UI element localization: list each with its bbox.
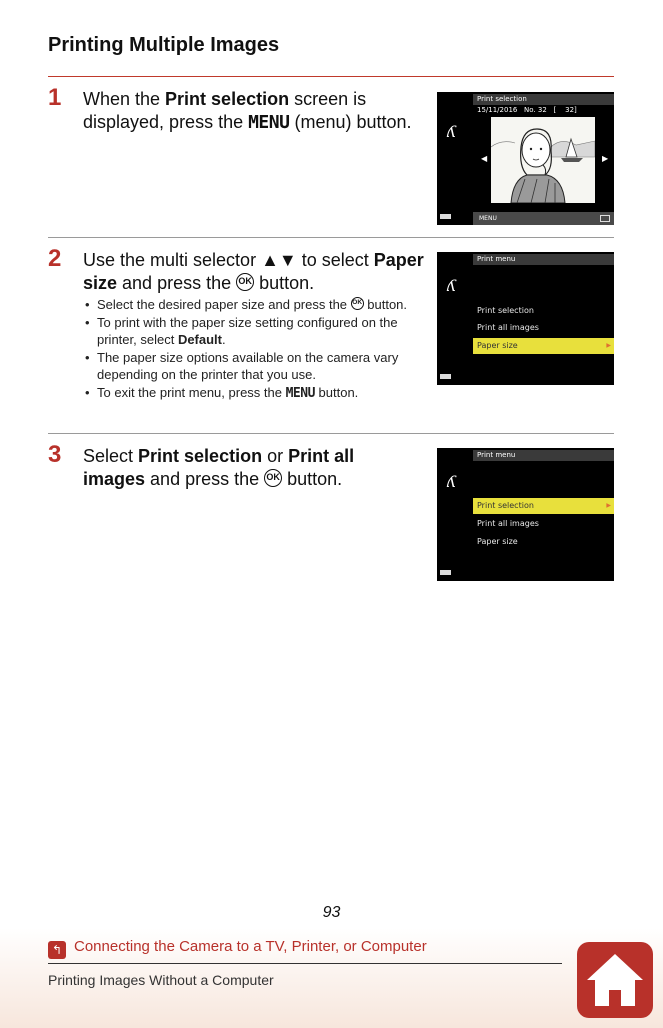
left-arrow-icon: ◀ (481, 154, 488, 163)
screen-header: Print selection (473, 94, 614, 105)
step-2-t3: and press the (117, 273, 237, 293)
menu-button-icon: MENU (285, 386, 315, 401)
bullet-4-t1: To exit the print menu, press the (97, 385, 286, 400)
step-rule-2 (48, 433, 614, 434)
screen-header: Print menu (473, 254, 614, 265)
battery-icon (440, 374, 451, 379)
menu-item-paper-size (473, 338, 614, 354)
battery-icon (440, 570, 451, 575)
step-1-text (83, 88, 413, 134)
printer-icon: ʎ (447, 122, 457, 141)
step-3-t3: and press the (145, 469, 265, 489)
footer-link[interactable] (48, 938, 427, 959)
bullet-item (83, 384, 423, 402)
camera-screen-print-menu-2 (437, 448, 614, 581)
photo-thumbnail (491, 117, 595, 203)
screen-sidebar (437, 92, 471, 225)
footer-subsection: Printing Images Without a Computer (48, 972, 274, 988)
footer-link-label[interactable]: Connecting the Camera to a TV, Printer, or Computer (74, 938, 427, 955)
screen-number: No. 32 (524, 106, 547, 114)
page-number: 93 (322, 904, 341, 921)
back-icon[interactable]: ↰ (48, 941, 66, 959)
screen-footer-icon (600, 215, 610, 222)
camera-screen-print-selection (437, 92, 614, 225)
menu-item-paper-size: Paper size (477, 537, 518, 546)
menu-item-paper-size-label: Paper size (477, 341, 518, 350)
bullet-4-t2: button. (314, 385, 359, 400)
right-arrow-icon: ▶ (606, 342, 611, 349)
ok-button-icon: OK (264, 469, 282, 487)
screen-count: [ 32] (553, 106, 577, 114)
bullet-2-b1: Default (177, 332, 222, 347)
step-rule-1 (48, 237, 614, 238)
home-button[interactable] (577, 942, 653, 1018)
camera-screen-print-menu-1 (437, 252, 614, 385)
menu-item-print-selection (473, 498, 614, 514)
menu-button-icon: MENU (248, 112, 290, 133)
step-3-t2: or (262, 446, 289, 466)
ok-button-icon: OK (236, 273, 254, 291)
menu-item-print-selection: Print selection (477, 306, 534, 315)
step-1-t1: When the (83, 89, 166, 109)
right-arrow-icon: ▶ (602, 154, 609, 163)
screen-date: 15/11/2016 (477, 106, 518, 114)
bullet-item (83, 349, 423, 383)
step-1-t3: (menu) button. (289, 112, 412, 132)
step-3-t1: Select (83, 446, 139, 466)
screen-header: Print menu (473, 450, 614, 461)
home-icon[interactable] (577, 942, 653, 1018)
ok-button-icon: OK (351, 297, 364, 310)
page-title: Printing Multiple Images (48, 34, 280, 56)
screen-sidebar (437, 448, 471, 581)
step-2-t2: to select (296, 250, 374, 270)
footer-rule (48, 963, 562, 964)
step-2-b1: Paper size (83, 250, 424, 293)
step-2-t4: button. (254, 273, 315, 293)
bullet-item (83, 314, 423, 348)
step-1-b1: Print selection (165, 89, 290, 109)
photo-illustration (491, 117, 595, 203)
step-1-number: 1 (48, 84, 62, 111)
step-2-number: 2 (48, 245, 62, 272)
screen-info-bar (473, 105, 614, 116)
title-rule (48, 76, 614, 77)
printer-icon: ʎ (447, 472, 457, 491)
step-3-text (83, 445, 383, 491)
bullet-item (83, 296, 423, 313)
right-arrow-icon: ▶ (606, 502, 611, 509)
step-3-b2: Print all images (83, 446, 355, 489)
bullet-2-t1: To print with the paper size setting configured on the printer, select (97, 315, 398, 347)
menu-item-print-selection-label: Print selection (477, 501, 534, 510)
step-1-t2: screen is displayed, press the (83, 89, 367, 132)
menu-item-print-all: Print all images (477, 323, 539, 332)
step-2-text (83, 249, 428, 295)
step-3-t4: button. (282, 469, 343, 489)
bullet-1-t2: button. (363, 297, 408, 312)
menu-item-print-all: Print all images (477, 519, 539, 528)
step-2-t1: Use the multi selector (83, 250, 262, 270)
screen-sidebar (437, 252, 471, 385)
multi-selector-icon: ▲▼ (261, 250, 297, 270)
bullet-3-t1: The paper size options available on the camera vary depending on the printer that you use. (97, 350, 399, 382)
step-3-b1: Print selection (138, 446, 263, 466)
step-3-number: 3 (48, 441, 62, 468)
bullet-1-t1: Select the desired paper size and press the (97, 297, 351, 312)
screen-footer (473, 212, 614, 225)
screen-footer-label: MENU (479, 215, 497, 222)
bullet-2-t2: . (222, 332, 226, 347)
battery-icon (440, 214, 451, 219)
step-2-bullets (83, 296, 423, 403)
printer-icon: ʎ (447, 276, 457, 295)
